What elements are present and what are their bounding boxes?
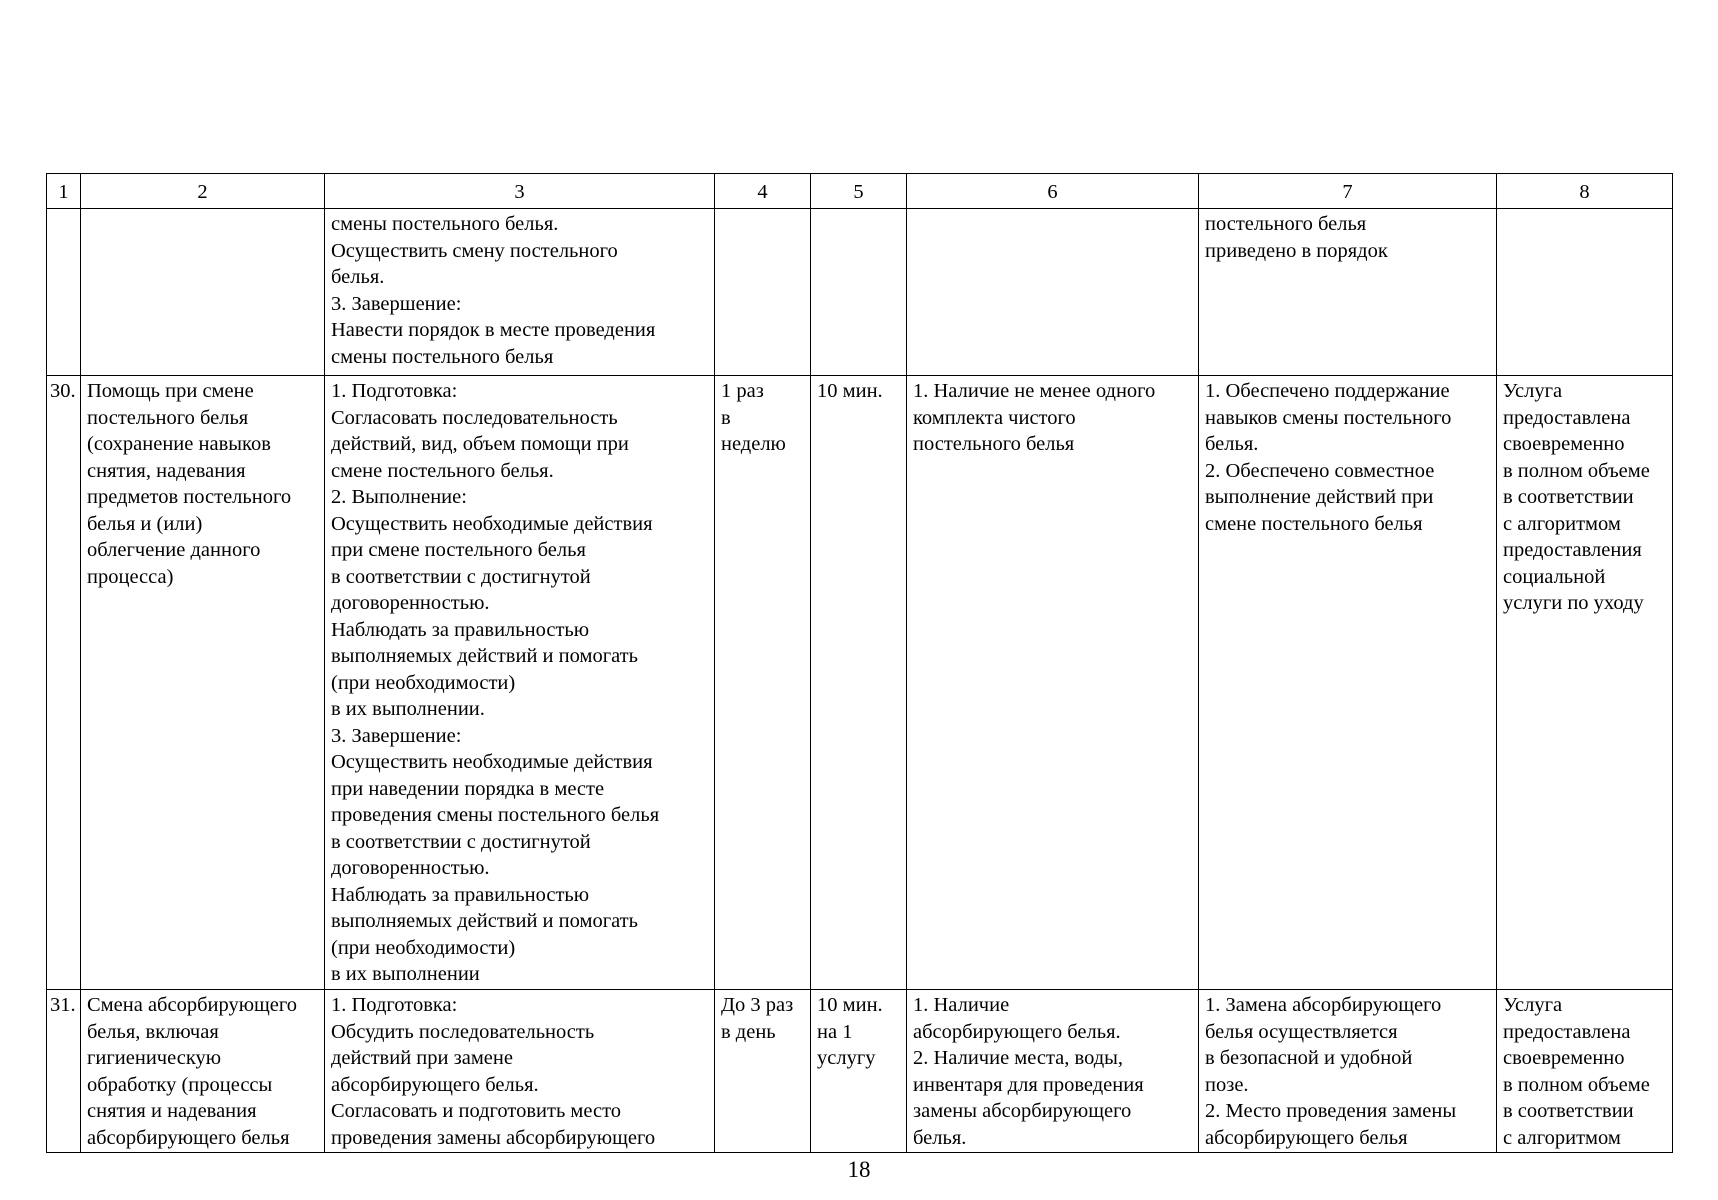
table-row: [47, 209, 1673, 376]
column-header: 1: [47, 174, 81, 209]
column-header: 8: [1497, 174, 1673, 209]
table-row: [47, 990, 1673, 1153]
services-table: [46, 173, 1673, 1153]
service-steps: 1. Подготовка: Согласовать последовательность действий, вид, объем помощи при смене постельного белья. 2. Выполнение: Осуществить необходимые действия при смене постельного белья в соответствии с достигнутой договоренностью. Наблюдать за правильностью выполняемых действий и помогать (при необходимости) в их выполнении. 3. Завершение: Осуществить необходимые действия при наведении порядка в месте проведения смены постельного белья в соответствии с достигнутой договоренностью. Наблюдать за правильностью выполняемых действий и помогать (при необходимости) в их выполнении: [325, 376, 715, 990]
table-row: [47, 376, 1673, 990]
service-name: Помощь при смене постельного белья (сохранение навыков снятия, надевания предметов постельного белья и (или) облегчение данного процесса): [81, 376, 325, 990]
service-evaluation: Услуга предоставлена своевременно в полном объеме в соответствии с алгоритмом предоставления социальной услуги по уходу: [1497, 376, 1673, 990]
column-header: 5: [811, 174, 907, 209]
service-conditions: 1. Наличие не менее одного комплекта чистого постельного белья: [907, 376, 1199, 990]
service-steps: 1. Подготовка: Обсудить последовательность действий при замене абсорбирующего белья. Согласовать и подготовить место проведения замены абсорбирующего: [325, 990, 715, 1153]
service-results: 1. Обеспечено поддержание навыков смены постельного белья. 2. Обеспечено совместное выполнение действий при смене постельного белья: [1199, 376, 1497, 990]
column-header: 2: [81, 174, 325, 209]
service-name: [81, 209, 325, 376]
service-frequency: 1 раз в неделю: [715, 376, 811, 990]
column-header: 3: [325, 174, 715, 209]
service-results: 1. Замена абсорбирующего белья осуществляется в безопасной и удобной позе. 2. Место проведения замены абсорбирующего белья: [1199, 990, 1497, 1153]
service-duration: [811, 209, 907, 376]
row-number: 31.: [47, 990, 81, 1153]
header-row: [47, 174, 1673, 209]
service-duration: 10 мин.: [811, 376, 907, 990]
column-header: 7: [1199, 174, 1497, 209]
row-number: [47, 209, 81, 376]
row-number: 30.: [47, 376, 81, 990]
service-steps: смены постельного белья. Осуществить смену постельного белья. 3. Завершение: Навести порядок в месте проведения смены постельного белья: [325, 209, 715, 376]
service-results: постельного белья приведено в порядок: [1199, 209, 1497, 376]
service-evaluation: Услуга предоставлена своевременно в полном объеме в соответствии с алгоритмом: [1497, 990, 1673, 1153]
service-frequency: До 3 раз в день: [715, 990, 811, 1153]
service-duration: 10 мин. на 1 услугу: [811, 990, 907, 1153]
page-number: 18: [847, 1157, 871, 1182]
column-header: 4: [715, 174, 811, 209]
service-conditions: 1. Наличие абсорбирующего белья. 2. Наличие места, воды, инвентаря для проведения замены абсорбирующего белья.: [907, 990, 1199, 1153]
service-name: Смена абсорбирующего белья, включая гигиеническую обработку (процессы снятия и надевания абсорбирующего белья: [81, 990, 325, 1153]
service-frequency: [715, 209, 811, 376]
column-header: 6: [907, 174, 1199, 209]
service-conditions: [907, 209, 1199, 376]
service-evaluation: [1497, 209, 1673, 376]
